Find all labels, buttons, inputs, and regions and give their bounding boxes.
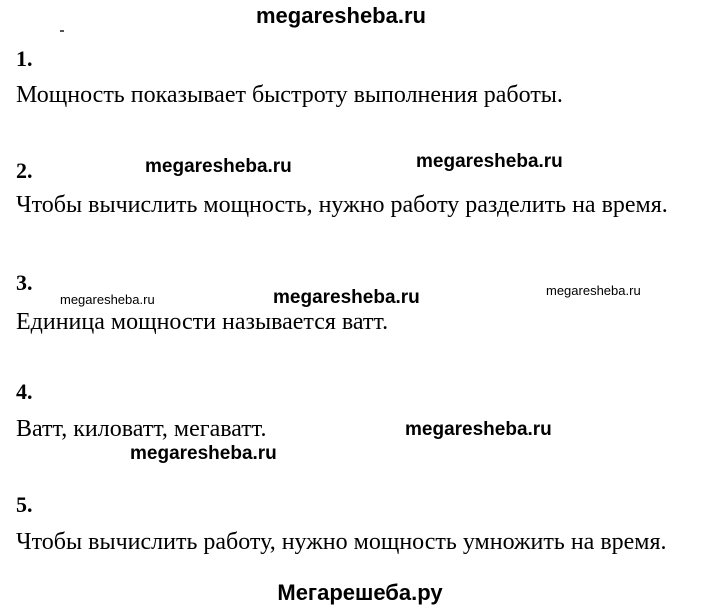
item-number-1: 1.: [16, 46, 33, 71]
item-number-2: 2.: [16, 158, 33, 183]
item-answer-2: Чтобы вычислить мощность, нужно работу разделить на время.: [16, 192, 668, 218]
item-number-4: 4.: [16, 379, 33, 404]
watermark: megaresheba.ru: [60, 292, 155, 307]
item-answer-3: Единица мощности называется ватт.: [16, 309, 389, 335]
item-number-5: 5.: [16, 492, 33, 517]
watermark: megaresheba.ru: [405, 419, 552, 440]
item-answer-4: Ватт, киловатт, мегаватт.: [16, 416, 267, 442]
watermark: megaresheba.ru: [416, 151, 563, 172]
watermark: megaresheba.ru: [273, 287, 420, 308]
header-watermark: megaresheba.ru: [256, 3, 426, 28]
stray-mark: [60, 30, 64, 32]
watermark: megaresheba.ru: [130, 443, 277, 464]
watermark: megaresheba.ru: [145, 156, 292, 177]
watermark: megaresheba.ru: [546, 283, 641, 298]
item-answer-1: Мощность показывает быстроту выполнения работы.: [16, 82, 563, 108]
item-answer-5: Чтобы вычислить работу, нужно мощность умножить на время.: [16, 529, 667, 555]
footer-brand: Мегарешеба.ру: [277, 580, 443, 605]
item-number-3: 3.: [16, 270, 33, 295]
